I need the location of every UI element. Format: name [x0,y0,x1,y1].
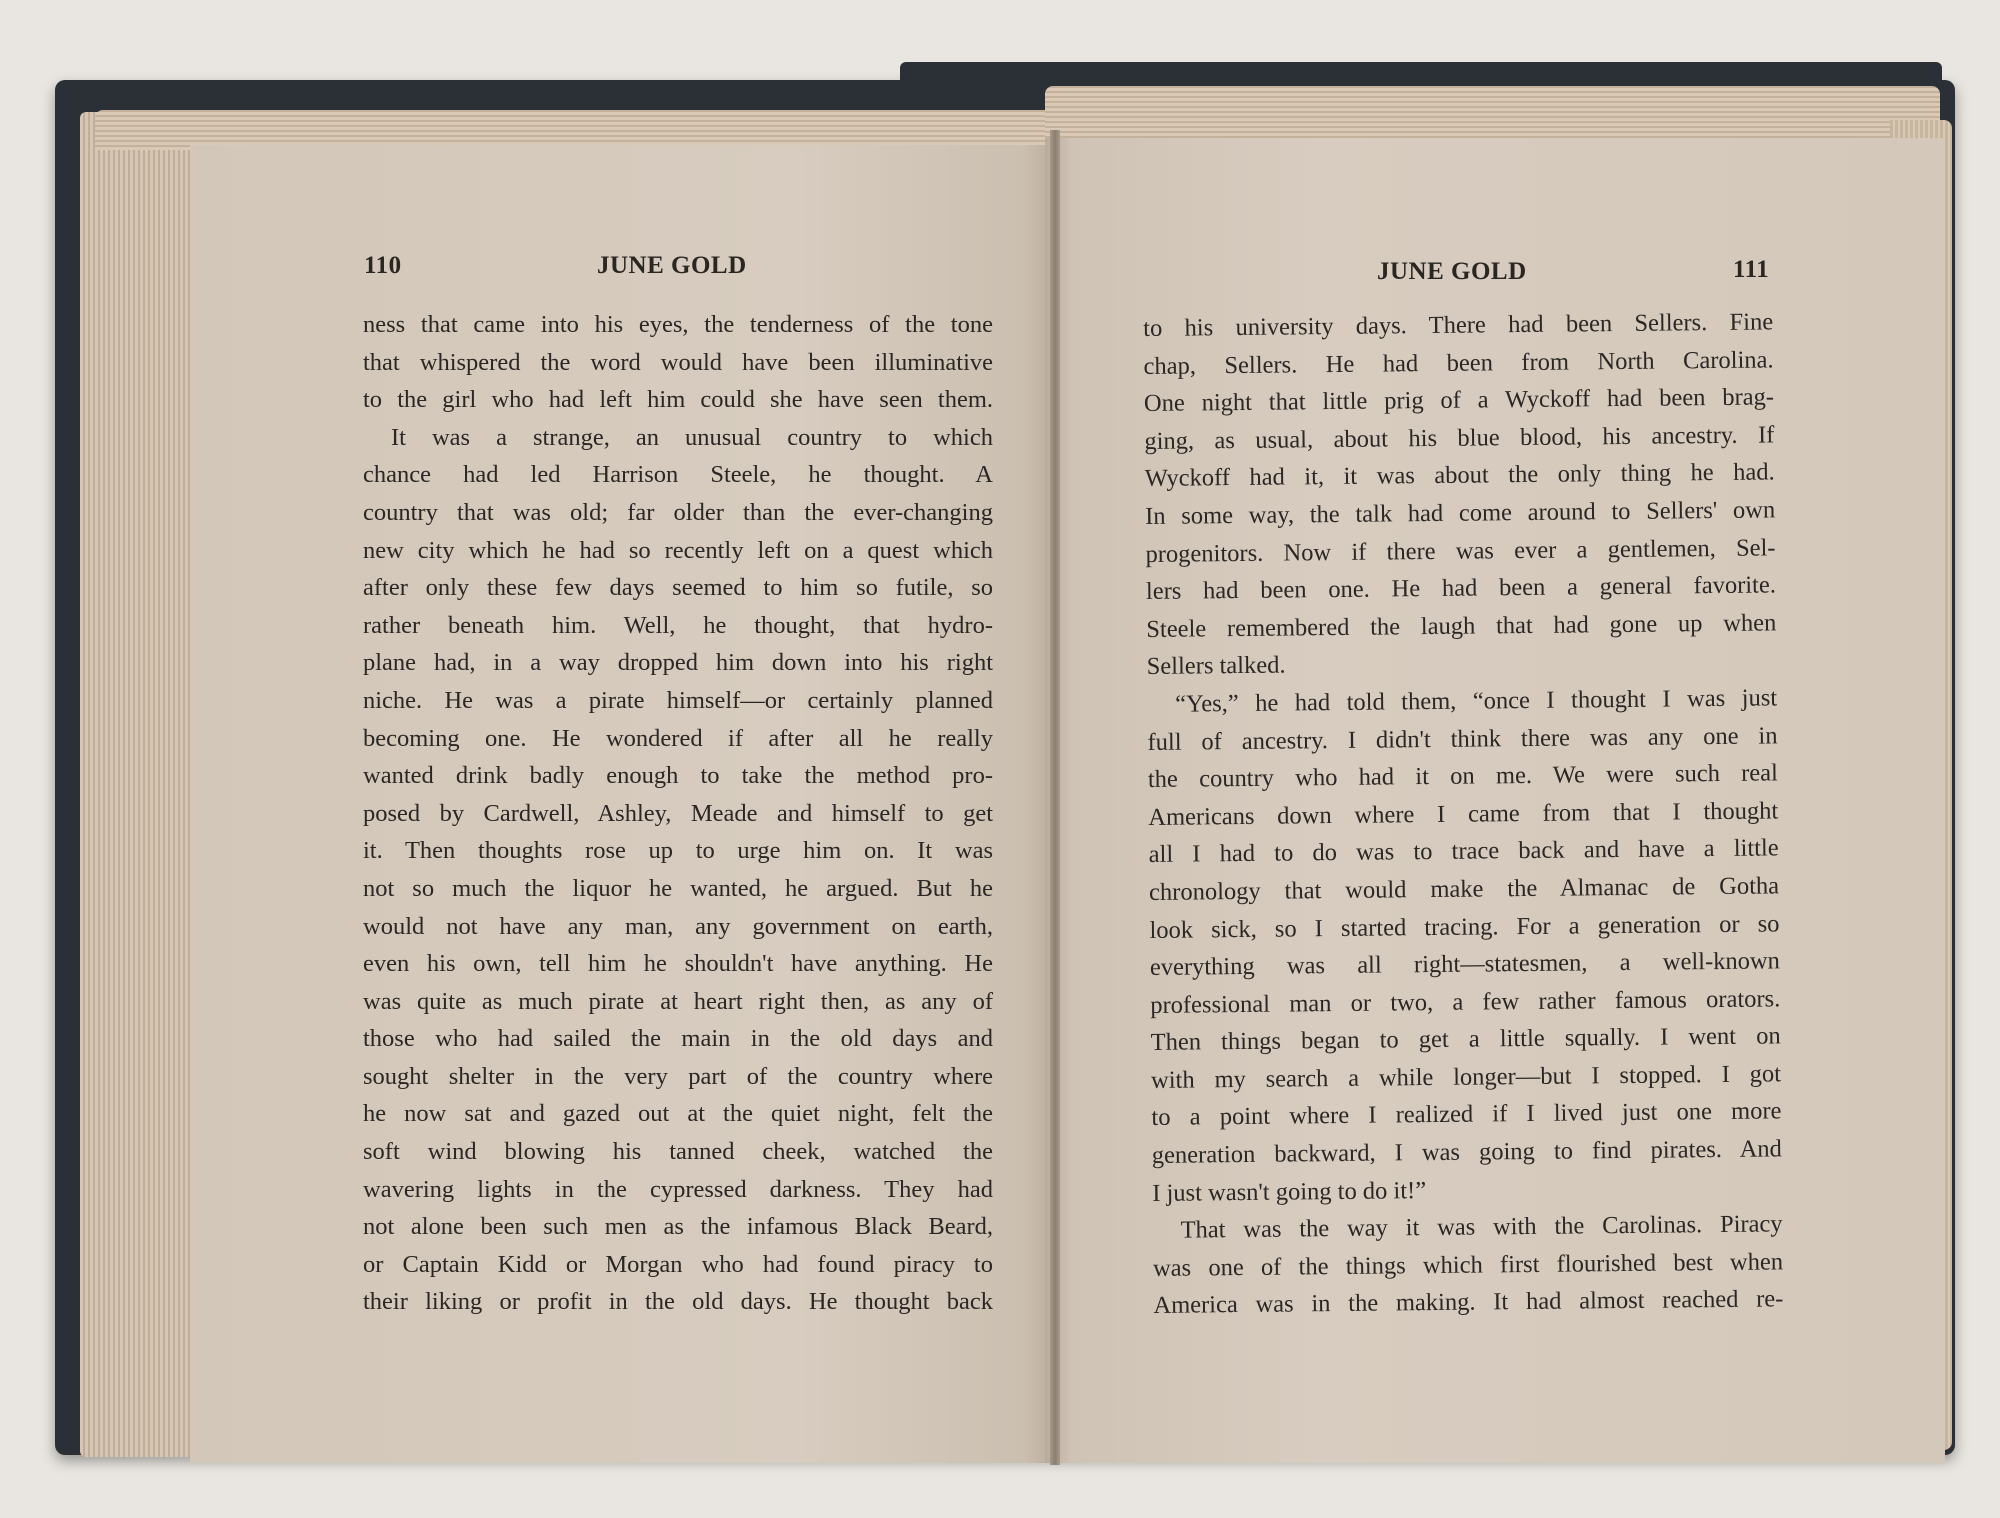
text-line: rather beneath him. Well, he thought, that hydro- [363,611,993,639]
text-line: would not have any man, any government on earth, [363,912,993,940]
text-line: or Captain Kidd or Morgan who had found piracy to [363,1250,993,1278]
text-line: professional man or two, a few rather famous orators. [1150,985,1781,1019]
text-line: That was the way it was with the Carolinas. Piracy [1180,1210,1783,1244]
text-line: wavering lights in the cypressed darkness. They had [363,1175,993,1203]
text-line: Americans down where I came from that I thought [1148,797,1779,831]
text-line: posed by Cardwell, Ashley, Meade and himself to get [363,799,993,827]
text-line: to his university days. There had been Sellers. Fine [1143,308,1774,342]
text-line: it. Then thoughts rose up to urge him on. It was [363,837,993,865]
text-line: “Yes,” he had told them, “once I thought I was just [1174,684,1778,718]
text-line: look sick, so I started tracing. For a generation or so [1149,909,1780,944]
text-line: their liking or profit in the old days. He thought back [363,1288,993,1316]
text-line: chap, Sellers. He had been from North Carolina. [1143,345,1774,380]
text-line: chronology that would make the Almanac de Gotha [1148,872,1780,906]
text-line: ging, as usual, about his blue blood, his ancestry. If [1144,421,1775,455]
text-line: was quite as much pirate at heart right then, as any of [363,987,993,1015]
text-line: those who had sailed the main in the old days and [363,1025,993,1053]
text-line: plane had, in a way dropped him down into his right [363,649,993,677]
text-line: becoming one. He wondered if after all he really [363,724,993,752]
text-line: Wyckoff had it, it was about the only thing he had. [1144,458,1775,493]
text-line: not alone been such men as the infamous Black Beard, [363,1213,993,1241]
text-line: full of ancestry. I didn't think there was any one in [1147,721,1778,756]
text-line: Then things began to get a little squally. I went on [1150,1022,1781,1057]
text-line: progenitors. Now if there was ever a gentlemen, Sel- [1145,533,1776,568]
book-gutter [1050,130,1060,1465]
text-line: with my search a while longer—but I stopped. I got [1150,1060,1782,1094]
right-page-number: 111 [1733,256,1770,283]
text-line: was one of the things which first flourished best when [1152,1248,1784,1282]
text-line: ness that came into his eyes, the tenderness of the tone [363,311,993,338]
text-line: lers had been one. He had been a general favorite. [1145,571,1777,606]
text-line: to a point where I realized if I lived just one more [1151,1097,1782,1132]
left-page-text [363,306,993,1321]
text-line: the country who had it on me. We were such real [1147,759,1779,794]
text-line: wanted drink badly enough to take the method pro- [363,762,993,790]
right-page-text [1143,303,1784,1325]
text-line: In some way, the talk had come around to Sellers' own [1145,496,1776,530]
left-running-title: JUNE GOLD [597,252,747,279]
text-line: Steele remembered the laugh that had gone up when [1146,609,1777,643]
page-edges-top-left [95,110,1055,150]
text-line: soft wind blowing his tanned cheek, watched the [363,1138,993,1166]
text-line: country that was old; far older than the ever-changing [363,498,993,526]
text-line: sought shelter in the very part of the country where [363,1062,993,1090]
text-line: One night that little prig of a Wyckoff had been brag- [1143,383,1775,418]
text-line: he now sat and gazed out at the quiet night, felt the [363,1100,993,1128]
text-line: Sellers talked. [1146,651,1286,681]
text-line: that whispered the word would have been illuminative [363,348,993,376]
text-line: chance had led Harrison Steele, he thought. A [363,461,993,489]
text-line: It was a strange, an unusual country to which [391,423,993,451]
page-edges-top-right [1045,86,1940,146]
right-running-title: JUNE GOLD [1377,258,1527,285]
text-line: new city which he had so recently left on a quest which [363,536,993,564]
text-line: generation backward, I was going to find pirates. And [1151,1135,1782,1170]
text-line: I just wasn't going to do it!” [1152,1176,1427,1207]
text-line: everything was all right—statesmen, a well-known [1149,947,1780,982]
text-line: all I had to do was to trace back and have a little [1148,834,1779,869]
text-line: to the girl who had left him could she have seen them. [363,386,993,414]
text-line: America was in the making. It had almost reached re- [1153,1285,1784,1320]
text-line: even his own, tell him he shouldn't have anything. He [363,950,993,978]
text-line: after only these few days seemed to him so futile, so [363,574,993,602]
text-line: niche. He was a pirate himself—or certainly planned [363,686,993,714]
page-edges-left [80,112,190,1457]
text-line: not so much the liquor he wanted, he argued. But he [363,874,993,902]
left-page-number: 110 [364,252,402,279]
